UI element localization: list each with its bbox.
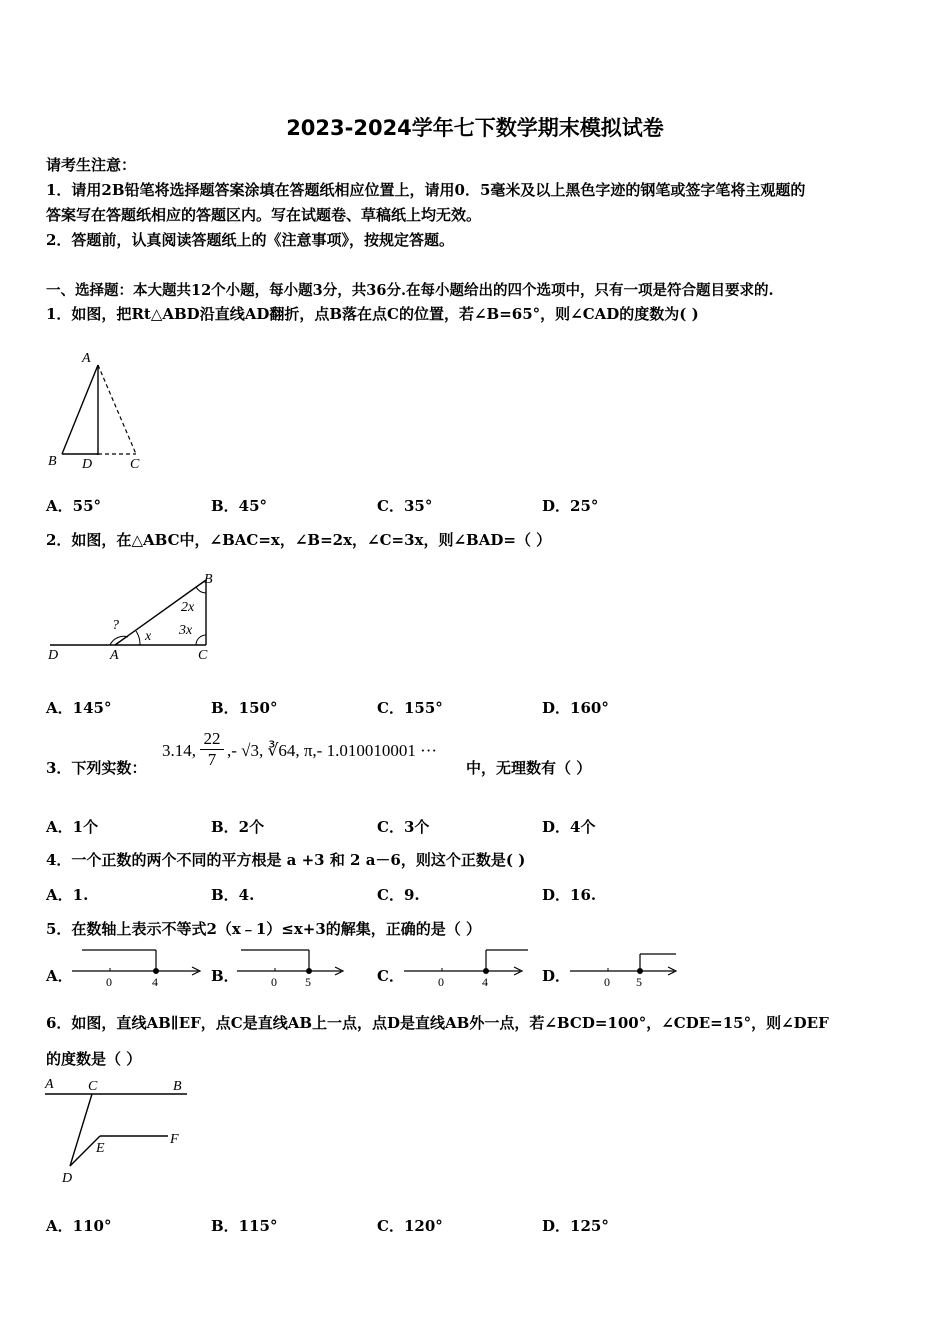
q3-option-c[interactable]: C．3个 xyxy=(377,818,430,836)
notice-line-1b: 答案写在答题纸相应的答题区内。写在试题卷、草稿纸上均无效。 xyxy=(46,206,482,224)
q1-label-c: C xyxy=(130,457,140,472)
q2-stem: 2．如图，在△ABC中，∠BAC=x，∠B=2x，∠C=3x，则∠BAD=（ ） xyxy=(46,531,552,549)
q4-stem: 4．一个正数的两个不同的平方根是 a +3 和 2 a－6，则这个正数是( ) xyxy=(46,851,526,869)
q4-option-d[interactable]: D．16. xyxy=(542,886,597,904)
q4-option-b[interactable]: B．4. xyxy=(211,886,255,904)
q5-stem: 5．在数轴上表示不等式2（x﹣1）≤x+3的解集，正确的是（ ） xyxy=(46,920,481,938)
q2-label-c: C xyxy=(198,648,208,663)
q3-option-a[interactable]: A．1个 xyxy=(46,818,99,836)
q5-b-mark: 5 xyxy=(305,975,311,989)
q2-option-a[interactable]: A．145° xyxy=(46,699,112,717)
q6-label-b: B xyxy=(173,1079,182,1094)
q3-frac-num: 22 xyxy=(203,729,221,748)
q2-option-c[interactable]: C．155° xyxy=(377,699,443,717)
q5-d-zero: 0 xyxy=(604,975,610,989)
q3-math-b: ,- √3, ∛64, π,- 1.010010001 ··· xyxy=(227,741,438,760)
q4-option-a[interactable]: A．1. xyxy=(46,886,89,904)
q3-option-d[interactable]: D．4个 xyxy=(542,818,596,836)
q2-label-question: ? xyxy=(112,618,119,633)
q2-label-b: B xyxy=(204,572,213,587)
q5-b-zero: 0 xyxy=(271,975,277,989)
q1-option-d[interactable]: D．25° xyxy=(542,497,599,515)
page-title: 2023-2024学年七下数学期末模拟试卷 xyxy=(286,116,664,140)
q4-option-c[interactable]: C．9. xyxy=(377,886,420,904)
q2-figure xyxy=(40,565,230,665)
q2-option-d[interactable]: D．160° xyxy=(542,699,609,717)
q2-label-3x: 3x xyxy=(179,623,193,638)
q6-option-c[interactable]: C．120° xyxy=(377,1217,443,1235)
q1-label-d: D xyxy=(82,457,93,472)
q1-option-c[interactable]: C．35° xyxy=(377,497,433,515)
q6-option-d[interactable]: D．125° xyxy=(542,1217,609,1235)
section-heading: 一、选择题：本大题共12个小题，每小题3分，共36分.在每小题给出的四个选项中，只有一项是符合题目要求的. xyxy=(46,282,774,299)
q5-c-mark: 4 xyxy=(482,975,488,989)
q3-frac-den: 7 xyxy=(207,750,217,769)
q6-stem-2: 的度数是（ ） xyxy=(46,1050,142,1068)
q2-label-a: A xyxy=(110,648,119,663)
q6-option-a[interactable]: A．110° xyxy=(46,1217,112,1235)
q6-label-a: A xyxy=(45,1077,54,1092)
q6-figure xyxy=(40,1074,200,1194)
notice-heading: 请考生注意： xyxy=(46,156,137,174)
notice-line-1a: 1．请用2B铅笔将选择题答案涂填在答题纸相应位置上，请用0．5毫米及以上黑色字迹的钢笔或签字笔将主观题的 xyxy=(46,181,806,199)
q2-label-2x: 2x xyxy=(181,600,195,615)
q6-stem-1: 6．如图，直线AB∥EF，点C是直线AB上一点，点D是直线AB外一点，若∠BCD=100°，∠CDE=15°，则∠DEF xyxy=(46,1014,829,1032)
q5-numberline-b xyxy=(237,946,352,991)
q5-option-d[interactable]: D． xyxy=(542,967,571,985)
notice-line-2: 2．答题前，认真阅读答题纸上的《注意事项》，按规定答题。 xyxy=(46,231,454,249)
q5-option-a[interactable]: A． xyxy=(46,967,73,985)
q5-numberline-d xyxy=(570,946,682,991)
q5-d-mark: 5 xyxy=(636,975,642,989)
q1-figure xyxy=(40,340,160,480)
q5-numberline-a xyxy=(72,946,212,991)
q1-option-b[interactable]: B．45° xyxy=(211,497,268,515)
q3-fraction xyxy=(200,729,224,770)
q5-option-c[interactable]: C． xyxy=(377,967,404,985)
q2-label-d: D xyxy=(48,648,59,663)
q6-label-d: D xyxy=(62,1171,73,1186)
q5-a-mark: 4 xyxy=(152,975,158,989)
q6-label-c: C xyxy=(88,1079,98,1094)
q1-label-a: A xyxy=(82,351,91,366)
q3-option-b[interactable]: B．2个 xyxy=(211,818,265,836)
q1-label-b: B xyxy=(48,454,57,469)
q3-suffix: 中，无理数有（ ） xyxy=(466,759,592,777)
q3-math-a: 3.14, xyxy=(162,741,196,760)
q6-label-f: F xyxy=(170,1132,179,1147)
q5-option-b[interactable]: B． xyxy=(211,967,239,985)
q1-option-a[interactable]: A．55° xyxy=(46,497,102,515)
q2-label-x: x xyxy=(145,629,152,644)
q3-prefix: 3．下列实数： xyxy=(46,759,147,777)
q6-option-b[interactable]: B．115° xyxy=(211,1217,278,1235)
q6-label-e: E xyxy=(96,1141,105,1156)
q2-option-b[interactable]: B．150° xyxy=(211,699,278,717)
q1-stem: 1．如图，把Rt△ABD沿直线AD翻折，点B落在点C的位置，若∠B=65°，则∠CAD的度数为( ) xyxy=(46,305,699,323)
q5-a-zero: 0 xyxy=(106,975,112,989)
q5-c-zero: 0 xyxy=(438,975,444,989)
q5-numberline-c xyxy=(404,946,534,991)
